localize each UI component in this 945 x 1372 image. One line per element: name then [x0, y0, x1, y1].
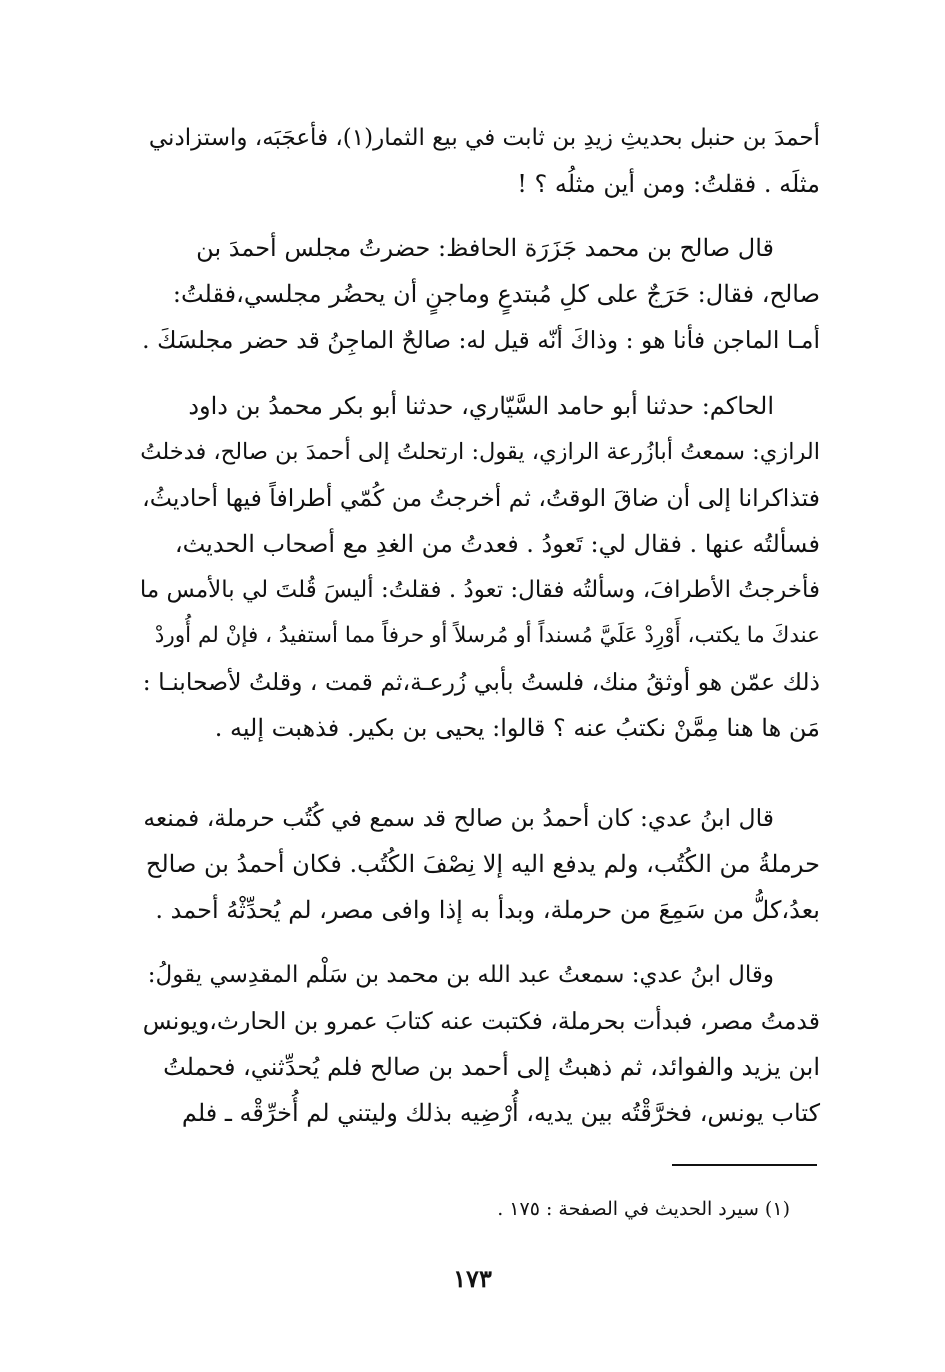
text-line: صالح، فقال: حَرَجٌ على كلِ مُبتدعٍ وماجنٍ أن يحضُر مجلسي،فقلتُ:: [172, 280, 820, 308]
text-line: الحاكم: حدثنا أبو حامد السَّيّاري، حدثنا أبو بكر محمدُ بن داود: [188, 392, 774, 420]
text-line: مَن ها هنا مِمَّنْ نكتبُ عنه ؟ قالوا: يحيى بن بكير. فذهبت إليه .: [214, 714, 820, 742]
text-line: بعدُ،كلُّ من سَمِعَ من حرملة، وبدأ به إذا وافى مصر، لم يُحدِّثْهُ أحمد .: [155, 896, 820, 924]
text-line: وقال ابنُ عدي: سمعتُ عبد الله بن محمد بن سَلْم المقدِسي يقولُ:: [147, 962, 774, 988]
text-line: فأخرجتُ الأطرافَ، وسألتُه فقال: تعودُ . فقلتُ: أليسَ قُلتَ لي بالأمس ما: [139, 577, 820, 603]
text-line: عندكَ ما يكتب، أَوْرِدْ عَلَيَّ مُسنداً أو مُرسلاً أو حرفاً مما أستفيدُ ، فإنْ لم أُوردْ: [154, 623, 820, 648]
paragraph-3: [140, 383, 820, 751]
text-line: فتذاكرانا إلى أن ضاقَ الوقتُ، ثم أخرجتُ من كُمّي أطرافاً فيها أحاديثُ،: [142, 484, 820, 512]
text-line: فسألتُه عنها . فقال لي: تَعودُ . فعدتُ من الغدِ مع أصحاب الحديث،: [174, 530, 820, 558]
paragraph-5: [140, 952, 820, 1136]
text-line: حرملةُ من الكُتُب، ولم يدفع اليه إلا نِصْفَ الكُتُب. فكان أحمدُ بن صالح: [145, 850, 820, 878]
paragraph-1: [140, 115, 820, 207]
text-line: ذلك عمّن هو أوثقُ منك، فلستُ بأبي زُرعـة،ثم قمت ، وقلتُ لأصحابنـا :: [142, 668, 820, 696]
text-line: ابن يزيد والفوائد، ثم ذهبتُ إلى أحمد بن صالح فلم يُحدِّثني، فحملتُ: [163, 1053, 820, 1081]
footnote: (١) سيرد الحديث في الصفحة : ١٧٥ .: [497, 1198, 790, 1220]
text-line: كتاب يونس، فخرَّقْتُه بين يديه، أُرْضِيه بذلك وليتني لم أُخرِّقْه ـ فلم: [181, 1099, 820, 1127]
text-line: أحمدَ بن حنبل بحديثِ زيدِ بن ثابت في بيع الثمار(١)، فأعجَبَه، واستزادني: [148, 125, 820, 151]
text-line: قدمتُ مصر، فبدأت بحرملة، فكتبت عنه كتابَ عمرو بن الحارث،ويونس: [142, 1007, 820, 1035]
text-line: أمـا الماجن فأنا هو : وذاكَ أنّه قيل له: صالحٌ الماجِنُ قد حضر مجلسَكَ .: [142, 326, 820, 354]
text-line: قال ابنُ عدي: كان أحمدُ بن صالح قد سمع في كُتُب حرملة، فمنعه: [143, 804, 774, 832]
text-line: مثلَه . فقلتُ: ومن أين مثلُه ؟ !: [517, 170, 820, 198]
text-line: قال صالح بن محمد جَزَرَة الحافظ: حضرتُ مجلس أحمدَ بن: [196, 234, 774, 262]
paragraph-2: [140, 225, 820, 363]
paragraph-4: [140, 795, 820, 933]
text-line: الرازي: سمعتُ أبازُرعة الرازي، يقول: ارتحلتُ إلى أحمدَ بن صالح، فدخلتُ: [140, 439, 820, 465]
page-number: ١٧٣: [453, 1264, 492, 1293]
footnote-divider: [672, 1164, 817, 1166]
